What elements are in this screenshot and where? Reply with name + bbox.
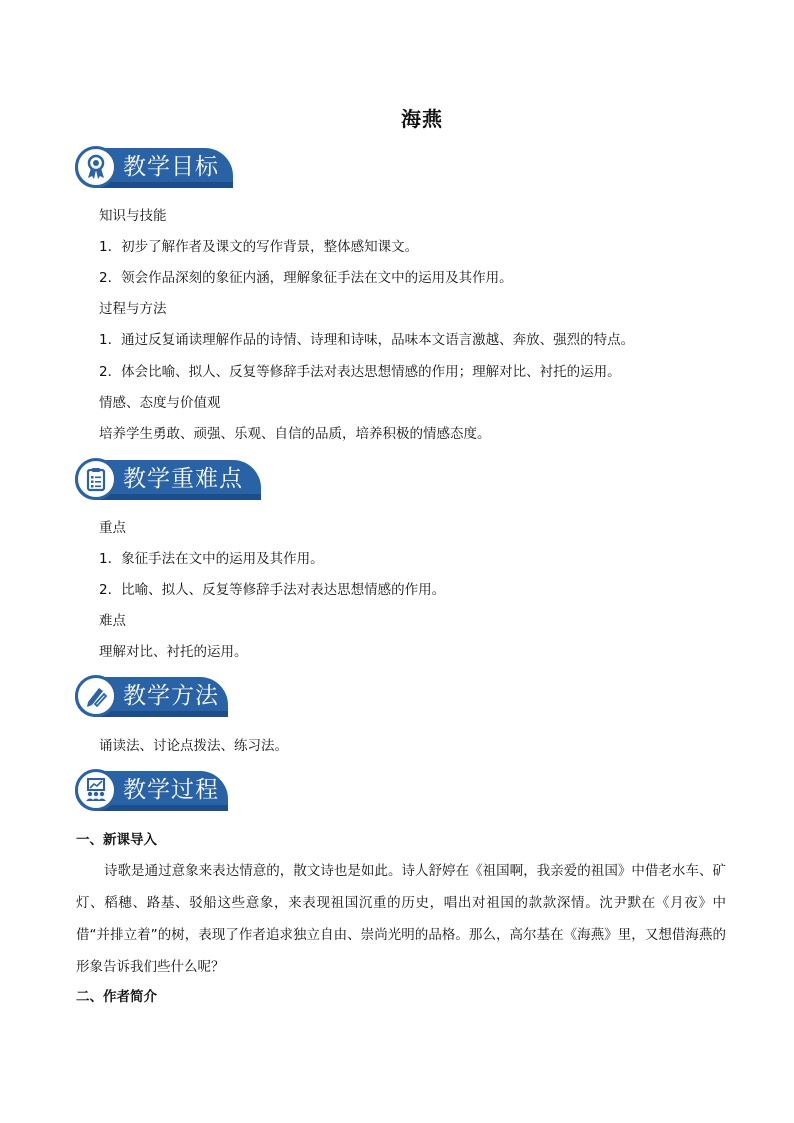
section-banner-objectives: [75, 148, 233, 188]
key-points-line: 难点: [99, 613, 126, 629]
pencil-ruler-icon: [82, 682, 110, 710]
key-points-line: 1．象征手法在文中的运用及其作用。: [99, 551, 324, 567]
objectives-line: 1．通过反复诵读理解作品的诗情、诗理和诗味，品味本文语言激越、奔放、强烈的特点。: [99, 332, 635, 348]
process-subheading-author: 二、作者简介: [76, 989, 157, 1005]
objectives-line: 情感、态度与价值观: [99, 395, 221, 411]
process-subheading-intro: 一、新课导入: [76, 832, 157, 848]
section-heading-methods: 教学方法: [123, 683, 219, 709]
clipboard-checklist-icon: [82, 465, 110, 493]
page-title: 海燕: [401, 107, 443, 131]
methods-line: 诵读法、讨论点拨法、练习法。: [99, 738, 288, 754]
key-points-line: 理解对比、衬托的运用。: [99, 644, 248, 660]
objectives-line: 2．体会比喻、拟人、反复等修辞手法对表达思想情感的作用；理解对比、衬托的运用。: [99, 364, 621, 380]
section-banner-methods: [75, 677, 228, 717]
key-points-line: 重点: [99, 520, 126, 536]
award-ribbon-icon: [82, 153, 110, 181]
objectives-line: 知识与技能: [99, 208, 167, 224]
objectives-line: 培养学生勇敢、顽强、乐观、自信的品质，培养积极的情感态度。: [99, 426, 491, 442]
section-banner-process: [75, 771, 228, 811]
section-banner-key-points: [75, 460, 261, 500]
process-intro-paragraph: 诗歌是通过意象来表达情意的，散文诗也是如此。诗人舒婷在《祖国啊，我亲爱的祖国》中借老水车、矿灯、稻穗、路基、驳船这些意象，来表现祖国沉重的历史，唱出对祖国的款款深情。沈尹默在《月夜》中借“并排立着”的树，表现了作者追求独立自由、崇尚光明的品格。那么，高尔基在《海燕》里，又想借海燕的形象告诉我们些什么呢？: [76, 863, 726, 975]
section-heading-process: 教学过程: [123, 777, 219, 803]
objectives-line: 2．领会作品深刻的象征内涵，理解象征手法在文中的运用及其作用。: [99, 270, 513, 286]
key-points-line: 2．比喻、拟人、反复等修辞手法对表达思想情感的作用。: [99, 582, 446, 598]
section-heading-key-points: 教学重难点: [123, 466, 243, 492]
objectives-line: 1．初步了解作者及课文的写作背景，整体感知课文。: [99, 239, 419, 255]
objectives-line: 过程与方法: [99, 301, 167, 317]
section-heading-objectives: 教学目标: [123, 154, 219, 180]
presentation-audience-icon: [82, 776, 110, 804]
